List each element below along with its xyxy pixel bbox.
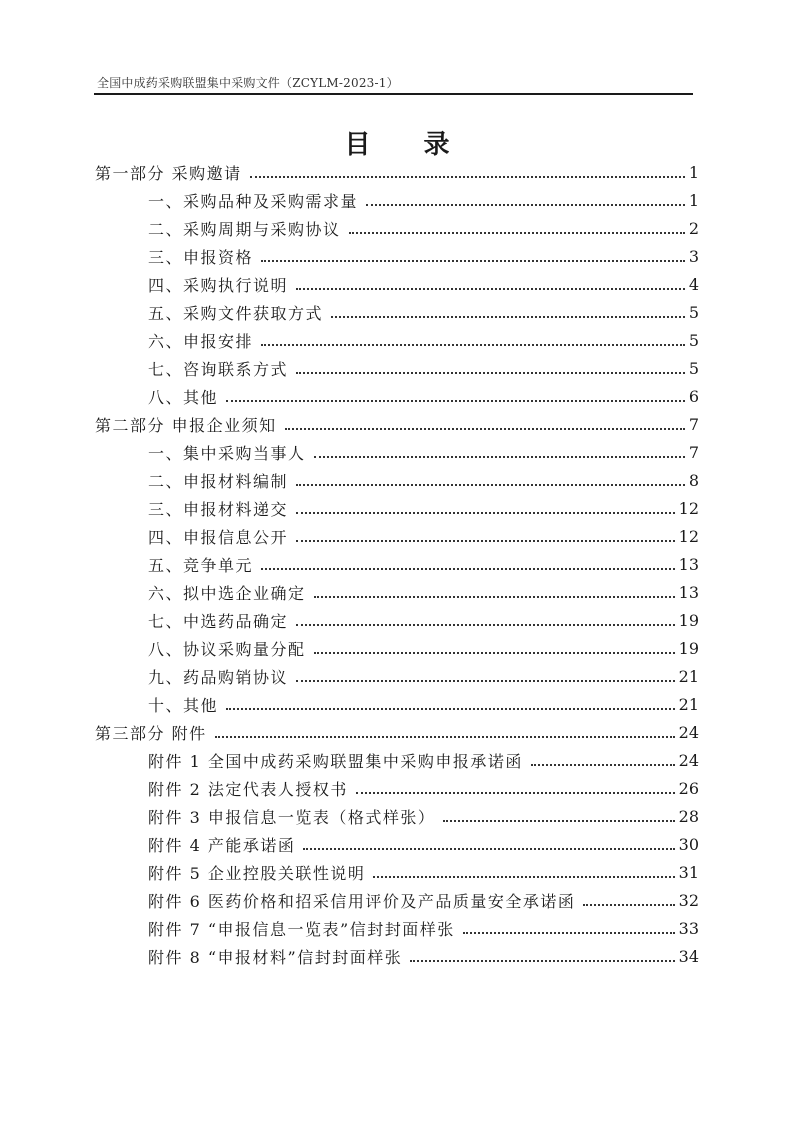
toc-dot-leader: [314, 456, 685, 458]
toc-dot-leader: [314, 652, 675, 654]
toc-section-entry[interactable]: [95, 858, 699, 886]
running-header: 全国中成药采购联盟集中采购文件（ZCYLM-2023-1）: [97, 76, 399, 90]
page-title: 目 录: [344, 130, 472, 160]
toc-section-entry[interactable]: [95, 270, 699, 298]
toc-section-entry[interactable]: [95, 886, 699, 914]
toc-dot-leader: [296, 372, 685, 374]
toc-dot-leader: [296, 540, 675, 542]
toc-entry-label: 八、协议采购量分配: [148, 639, 306, 659]
toc-section-entry[interactable]: [95, 746, 699, 774]
toc-section-entry[interactable]: [95, 522, 699, 550]
toc-section-entry[interactable]: [95, 802, 699, 830]
toc-entry-label: 五、采购文件获取方式: [148, 303, 324, 323]
header-divider: [94, 93, 693, 95]
toc-dot-leader: [296, 680, 675, 682]
toc-dot-leader: [373, 876, 674, 878]
toc-section-entry[interactable]: [95, 550, 699, 578]
toc-entry-label: 五、竞争单元: [148, 555, 254, 575]
toc-entry-label: 八、其他: [148, 387, 219, 407]
toc-dot-leader: [296, 512, 675, 514]
toc-entry-label: 第一部分 采购邀请: [95, 163, 242, 183]
toc-entry-label: 四、采购执行说明: [148, 275, 289, 295]
toc-dot-leader: [366, 204, 685, 206]
toc-section-entry[interactable]: [95, 242, 699, 270]
toc-entry-page: 13: [678, 582, 699, 602]
toc-entry-page: 7: [688, 414, 699, 434]
toc-dot-leader: [226, 708, 675, 710]
toc-section-entry[interactable]: [95, 662, 699, 690]
toc-dot-leader: [296, 484, 685, 486]
toc-entry-label: 二、申报材料编制: [148, 471, 289, 491]
toc-entry-page: 26: [678, 778, 699, 798]
toc-entry-page: 1: [688, 162, 699, 182]
toc-entry-label: 十、其他: [148, 695, 219, 715]
toc-dot-leader: [463, 932, 675, 934]
toc-section-entry[interactable]: [95, 606, 699, 634]
toc-entry-page: 24: [678, 722, 699, 742]
toc-part-entry[interactable]: [95, 158, 699, 186]
toc-entry-label: 四、申报信息公开: [148, 527, 289, 547]
toc-entry-page: 13: [678, 554, 699, 574]
toc-entry-label: 附件 1 全国中成药采购联盟集中采购申报承诺函: [148, 751, 523, 771]
toc-entry-label: 一、集中采购当事人: [148, 443, 306, 463]
toc-entry-label: 附件 4 产能承诺函: [148, 835, 296, 855]
toc-section-entry[interactable]: [95, 326, 699, 354]
toc-entry-page: 21: [678, 694, 699, 714]
toc-entry-page: 28: [678, 806, 699, 826]
toc-entry-page: 31: [678, 862, 699, 882]
toc-section-entry[interactable]: [95, 690, 699, 718]
toc-dot-leader: [261, 344, 685, 346]
toc-dot-leader: [356, 792, 675, 794]
toc-entry-page: 24: [678, 750, 699, 770]
toc-entry-page: 8: [688, 470, 699, 490]
toc-entry-label: 附件 7 “申报信息一览表”信封封面样张: [148, 919, 455, 939]
toc-dot-leader: [331, 316, 685, 318]
toc-dot-leader: [250, 176, 685, 178]
toc-entry-page: 2: [688, 218, 699, 238]
toc-dot-leader: [583, 904, 674, 906]
table-of-contents: [95, 158, 699, 970]
toc-entry-page: 33: [678, 918, 699, 938]
toc-section-entry[interactable]: [95, 578, 699, 606]
toc-entry-page: 7: [688, 442, 699, 462]
toc-dot-leader: [285, 428, 685, 430]
toc-dot-leader: [410, 960, 674, 962]
toc-dot-leader: [443, 820, 674, 822]
toc-entry-page: 12: [678, 498, 699, 518]
toc-dot-leader: [296, 288, 685, 290]
toc-section-entry[interactable]: [95, 634, 699, 662]
toc-dot-leader: [226, 400, 685, 402]
toc-dot-leader: [531, 764, 675, 766]
toc-entry-page: 12: [678, 526, 699, 546]
toc-entry-label: 附件 3 申报信息一览表（格式样张）: [148, 807, 436, 827]
toc-entry-label: 附件 5 企业控股关联性说明: [148, 863, 366, 883]
toc-section-entry[interactable]: [95, 298, 699, 326]
toc-section-entry[interactable]: [95, 214, 699, 242]
toc-entry-label: 附件 6 医药价格和招采信用评价及产品质量安全承诺函: [148, 891, 576, 911]
toc-entry-page: 5: [688, 302, 699, 322]
toc-section-entry[interactable]: [95, 466, 699, 494]
toc-section-entry[interactable]: [95, 186, 699, 214]
toc-dot-leader: [296, 624, 675, 626]
toc-section-entry[interactable]: [95, 494, 699, 522]
toc-section-entry[interactable]: [95, 438, 699, 466]
toc-entry-page: 34: [678, 946, 699, 966]
toc-section-entry[interactable]: [95, 382, 699, 410]
toc-entry-page: 1: [688, 190, 699, 210]
toc-dot-leader: [215, 736, 675, 738]
toc-entry-label: 附件 2 法定代表人授权书: [148, 779, 348, 799]
toc-dot-leader: [314, 596, 675, 598]
toc-entry-page: 30: [678, 834, 699, 854]
toc-entry-page: 5: [688, 358, 699, 378]
toc-entry-page: 5: [688, 330, 699, 350]
toc-entry-page: 19: [678, 638, 699, 658]
toc-dot-leader: [261, 260, 685, 262]
toc-dot-leader: [261, 568, 675, 570]
toc-entry-label: 第二部分 申报企业须知: [95, 415, 277, 435]
toc-part-entry[interactable]: [95, 410, 699, 438]
toc-section-entry[interactable]: [95, 914, 699, 942]
toc-entry-label: 第三部分 附件: [95, 723, 207, 743]
toc-entry-label: 三、申报材料递交: [148, 499, 289, 519]
toc-entry-label: 一、采购品种及采购需求量: [148, 191, 359, 211]
toc-entry-label: 七、咨询联系方式: [148, 359, 289, 379]
toc-entry-label: 九、药品购销协议: [148, 667, 289, 687]
toc-entry-label: 三、申报资格: [148, 247, 254, 267]
toc-entry-page: 6: [688, 386, 699, 406]
toc-section-entry[interactable]: [95, 354, 699, 382]
toc-part-entry[interactable]: [95, 718, 699, 746]
toc-entry-page: 4: [688, 274, 699, 294]
toc-dot-leader: [303, 848, 674, 850]
toc-entry-page: 21: [678, 666, 699, 686]
toc-entry-label: 六、拟中选企业确定: [148, 583, 306, 603]
toc-dot-leader: [349, 232, 685, 234]
toc-entry-page: 19: [678, 610, 699, 630]
toc-entry-label: 七、中选药品确定: [148, 611, 289, 631]
toc-entry-label: 附件 8 “申报材料”信封封面样张: [148, 947, 403, 967]
toc-entry-page: 3: [688, 246, 699, 266]
toc-section-entry[interactable]: [95, 942, 699, 970]
toc-entry-label: 六、申报安排: [148, 331, 254, 351]
toc-section-entry[interactable]: [95, 774, 699, 802]
toc-entry-label: 二、采购周期与采购协议: [148, 219, 341, 239]
toc-entry-page: 32: [678, 890, 699, 910]
toc-section-entry[interactable]: [95, 830, 699, 858]
